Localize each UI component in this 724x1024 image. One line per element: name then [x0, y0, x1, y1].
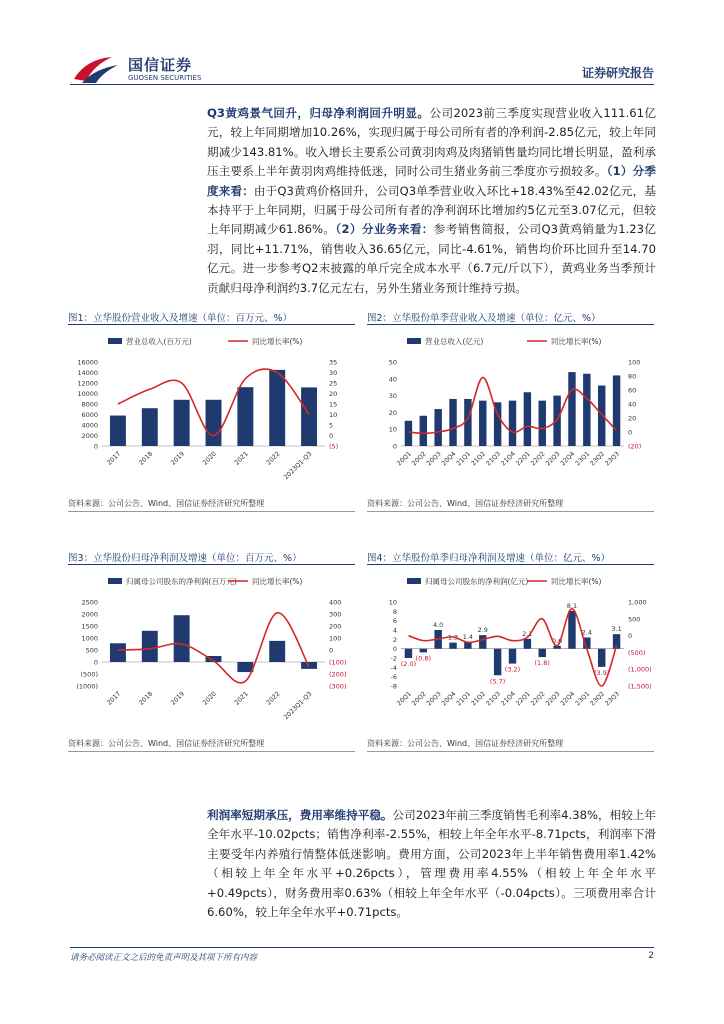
bar-mark [568, 611, 575, 649]
bar-data-label: 2.1 [522, 629, 533, 638]
x-tick-label: 20Q2 [410, 690, 428, 708]
y-right-tick-label: (200) [329, 670, 347, 679]
y-left-tick-label: 6 [392, 617, 397, 626]
x-tick-label: 2023Q1-Q3 [282, 450, 314, 482]
x-tick-label: 23Q2 [589, 450, 607, 468]
y-right-tick-label: 400 [329, 598, 342, 607]
y-left-tick-label: 6000 [81, 411, 98, 419]
figure-source: 资料来源：公司公告、Wind、国信证券经济研究所整理 [367, 739, 564, 748]
x-tick-label: 2020 [201, 690, 218, 707]
y-right-tick-label: 60 [628, 386, 637, 395]
bar-data-label: 2.4 [581, 628, 593, 637]
chart-revenue-quarterly [367, 334, 654, 494]
paragraph-text: 由于Q3黄鸡价格回升，公司Q3单季营业收入环比+18.43%至42.02亿元，基本持平于上年同期，归属于母公司所有者的净利润环比增加约5亿元至3.07亿元，但较上年同期减少61.86%。 [207, 183, 656, 237]
bar-mark [449, 643, 456, 649]
paragraph-lead: 利润率短期承压，费用率维持平稳。 [207, 808, 393, 822]
bar-data-label: (0.8) [415, 654, 432, 663]
x-tick-label: 21Q4 [499, 690, 517, 708]
bar-mark [479, 635, 486, 649]
bar-mark [553, 396, 560, 446]
y-right-tick-label: 100 [628, 358, 641, 367]
y-right-tick-label: 0 [628, 632, 633, 641]
figure-4 [367, 550, 657, 760]
paragraph-margins [207, 806, 656, 922]
bar-mark [494, 649, 501, 676]
x-tick-label: 2019 [169, 450, 187, 467]
bar-mark [405, 421, 412, 446]
x-tick-label: 20Q1 [395, 690, 413, 708]
figure-title-rule [68, 564, 355, 565]
bar-mark [269, 641, 285, 662]
x-tick-label: 21Q2 [470, 450, 488, 468]
y-left-tick-label: 50 [388, 358, 397, 367]
bar-data-label: 2.9 [477, 626, 488, 635]
y-right-tick-label: 0 [628, 428, 633, 437]
legend-bar-swatch [108, 578, 122, 584]
y-left-tick-label: 8 [392, 607, 397, 616]
x-tick-label: 21Q1 [455, 690, 473, 708]
x-tick-label: 23Q1 [574, 450, 592, 468]
y-right-tick-label: (500) [628, 648, 646, 657]
y-left-tick-label: -6 [390, 673, 397, 682]
logo-text-cn: 国信证券 [128, 56, 193, 74]
x-tick-label: 2017 [106, 690, 123, 707]
bar-mark [110, 416, 126, 446]
x-tick-label: 2023Q1-Q3 [282, 690, 314, 722]
bar-data-label: (3.2) [504, 665, 521, 674]
bar-mark [509, 401, 516, 446]
bar-data-label: 1.4 [462, 633, 474, 642]
bar-mark [237, 387, 253, 446]
bar-mark [269, 370, 285, 446]
x-tick-label: 20Q4 [440, 450, 458, 468]
x-tick-label: 22Q4 [559, 690, 577, 708]
paragraph-text: 参考销售简报，公司Q3黄鸡销量为1.23亿羽，同比+11.71%，销售收入36.65亿元，同比-4.61%，销售均价环比回升至14.70亿元。进一步参考Q2末披露的单斤完全成本水平（6.7元/斤以下），黄鸡业务当季预计贡献归母净利润约3.7亿元左右，另外生猪业务预计维持亏损。 [207, 222, 656, 295]
y-right-tick-label: 100 [329, 634, 342, 643]
bar-data-label: (5.7) [489, 677, 506, 686]
y-right-tick-label: 40 [628, 400, 637, 409]
x-tick-label: 23Q1 [574, 690, 592, 708]
bar-mark [509, 649, 516, 664]
legend-label: 同比增长率(%) [551, 577, 602, 586]
figure-title: 图1：立华股份营业收入及增速（单位：百万元、%） [68, 313, 293, 324]
legend-label: 营业总收入(百万元) [126, 337, 192, 346]
bar-data-label: 3.1 [611, 625, 622, 634]
y-left-tick-label: 2000 [81, 432, 98, 440]
y-right-tick-label: 15 [329, 400, 338, 409]
bar-data-label: (3.9) [593, 668, 610, 677]
bar-data-label: 8.1 [566, 601, 578, 610]
y-left-tick-label: -2 [390, 654, 397, 663]
figure-source: 资料来源：公司公告、Wind、国信证券经济研究所整理 [367, 499, 564, 508]
y-right-tick-label: 10 [329, 411, 338, 419]
x-tick-label: 20Q1 [395, 450, 413, 468]
y-right-tick-label: (1,000) [628, 665, 652, 674]
x-tick-label: 22Q3 [544, 690, 562, 708]
figure-3 [68, 550, 358, 760]
y-right-tick-label: 200 [329, 622, 342, 631]
legend-label: 同比增长率(%) [252, 337, 303, 346]
x-tick-label: 20Q2 [410, 450, 428, 468]
bar-mark [110, 643, 126, 662]
y-left-tick-label: 12000 [77, 379, 98, 388]
figure-title-rule [68, 324, 355, 325]
y-left-tick-label: (500) [80, 670, 98, 679]
x-tick-label: 2018 [137, 450, 155, 467]
bar-data-label: (1.8) [534, 659, 550, 668]
paragraph-subhead: （2）分业务来看： [335, 222, 434, 237]
y-left-tick-label: -8 [390, 682, 397, 691]
y-left-tick-label: 2000 [81, 610, 98, 619]
bar-mark [420, 416, 427, 446]
y-left-tick-label: 4 [392, 626, 397, 635]
figure-2 [367, 310, 657, 520]
legend-label: 归属母公司股东的净利润(亿元) [425, 577, 529, 586]
figure-source: 资料来源：公司公告、Wind、国信证券经济研究所整理 [68, 739, 265, 748]
figure-title-rule [367, 564, 654, 565]
y-left-tick-label: 30 [388, 392, 397, 401]
y-right-tick-label: 0 [329, 432, 334, 440]
y-left-tick-label: 0 [93, 442, 98, 451]
y-right-tick-label: 5 [329, 421, 334, 430]
footer-divider [70, 947, 654, 948]
figure-source-rule [367, 511, 654, 512]
bar-mark [206, 400, 222, 446]
legend-label: 同比增长率(%) [252, 577, 303, 586]
y-left-tick-label: 14000 [77, 369, 98, 377]
guosen-logo-icon [72, 55, 120, 85]
y-left-tick-label: 20 [388, 408, 397, 417]
x-tick-label: 20Q4 [440, 690, 458, 708]
y-left-tick-label: 1500 [81, 622, 98, 631]
figure-title: 图3：立华股份归母净利润及增速（单位：百万元、%） [68, 553, 302, 564]
y-right-tick-label: (5) [329, 442, 339, 451]
y-left-tick-label: 10000 [77, 390, 98, 398]
bar-data-label: 0.6 [551, 636, 563, 645]
figure-title-rule [367, 324, 654, 325]
x-tick-label: 2017 [106, 450, 123, 467]
bar-mark [583, 374, 590, 446]
y-right-tick-label: 500 [628, 615, 641, 624]
y-left-tick-label: 1000 [81, 634, 98, 643]
y-right-tick-label: 300 [329, 610, 342, 619]
bar-mark [613, 375, 620, 446]
x-tick-label: 22Q2 [529, 450, 547, 468]
y-right-tick-label: (300) [329, 682, 347, 691]
y-right-tick-label: 20 [329, 390, 338, 398]
bar-mark [449, 399, 456, 446]
y-left-tick-label: 8000 [81, 400, 98, 409]
header-divider [70, 84, 654, 85]
bar-mark [434, 409, 441, 446]
y-left-tick-label: 2 [392, 635, 397, 644]
y-left-tick-label: 2500 [81, 598, 98, 607]
report-type-label: 证券研究报告 [581, 66, 654, 80]
y-right-tick-label: 30 [329, 369, 338, 377]
legend-label: 归属母公司股东的净利润(百万元) [126, 577, 237, 586]
bar-mark [598, 649, 605, 667]
y-right-tick-label: (20) [628, 442, 642, 451]
x-tick-label: 21Q3 [485, 690, 503, 708]
figure-title: 图4：立华股份单季归母净利润及增速（单位：亿元、%） [367, 553, 611, 564]
paragraph-text: 公司2023年前三季度销售毛利率4.38%，相较上年全年水平-10.02pcts；销售净利率-2.55%，相较上年全年水平-8.71pcts，利润率下滑主要受年内养殖行情整体低迷影响。费用方面，公司2023年上半年销售费用率1.42%（相较上年全年水平+0.26pcts），管理费用率4.55%（相较上年全年水平+0.49pcts），财务费用率0.63%（相较上年全年水平（-0.04pcts）。三项费用率合计6.60%，较上年全年水平+0.71pcts。 [207, 808, 656, 920]
x-tick-label: 2022 [265, 690, 282, 707]
legend-bar-swatch [407, 578, 421, 584]
bar-data-label: (2.0) [400, 660, 417, 668]
y-left-tick-label: (1000) [76, 682, 98, 691]
y-right-tick-label: 80 [628, 372, 637, 381]
bar-data-label: 4.0 [432, 621, 444, 629]
bar-mark [142, 408, 158, 446]
x-tick-label: 20Q3 [425, 690, 443, 708]
legend-bar-swatch [108, 338, 122, 344]
x-tick-label: 21Q4 [499, 450, 517, 468]
bar-mark [524, 392, 531, 446]
x-tick-label: 22Q1 [514, 690, 532, 708]
y-left-tick-label: 10 [388, 425, 397, 434]
x-tick-label: 2022 [265, 450, 282, 467]
x-tick-label: 21Q1 [455, 450, 473, 468]
x-tick-label: 23Q3 [604, 690, 621, 708]
y-right-tick-label: 20 [628, 414, 637, 423]
logo-text-en: GUOSEN SECURITIES [128, 74, 202, 82]
bar-mark [301, 387, 317, 446]
figure-source: 资料来源：公司公告、Wind、国信证券经济研究所整理 [68, 499, 265, 508]
legend-label: 营业总收入(亿元) [425, 337, 484, 346]
chart-net-profit-annual [68, 574, 355, 734]
x-tick-label: 2019 [169, 690, 187, 707]
y-right-tick-label: (1,500) [628, 682, 652, 691]
footer-disclaimer: 请务必阅读正文之后的免责声明及其项下所有内容 [70, 953, 258, 963]
bar-mark [598, 386, 605, 446]
y-left-tick-label: 0 [93, 658, 98, 667]
bar-mark [524, 639, 531, 649]
paragraph-lead: Q3黄鸡景气回升，归母净利润回升明显。 [207, 106, 430, 120]
x-tick-label: 23Q2 [589, 690, 607, 708]
figure-title: 图2：立华股份单季营业收入及增速（单位：亿元、%） [367, 313, 601, 324]
x-tick-label: 21Q2 [470, 690, 488, 708]
bar-mark [174, 400, 190, 446]
bar-mark [539, 401, 546, 446]
y-left-tick-label: -4 [390, 663, 397, 672]
bar-mark [479, 401, 486, 446]
x-tick-label: 2021 [233, 450, 250, 467]
legend-bar-swatch [407, 338, 421, 344]
paragraph-text: 公司2023前三季度实现营业收入111.61亿元，较上年同期增加10.26%，实现归属于母公司所有者的净利润-2.85亿元，较上年同期减少143.81%。收入增长主要系公司黄羽肉鸡及肉猪销售量均同比增长明显，盈利承压主要系上半年黄羽肉鸡维持低迷，同时公司生猪业务前三季度亦亏损较多。 [207, 106, 656, 179]
bar-mark [568, 372, 575, 446]
bar-data-label: 1.3 [447, 633, 459, 642]
bar-mark [174, 615, 190, 662]
y-left-tick-label: 16000 [77, 358, 98, 367]
chart-revenue-annual [68, 334, 355, 494]
bar-mark [405, 649, 412, 658]
bar-mark [420, 649, 427, 653]
x-tick-label: 2020 [201, 450, 218, 467]
chart-net-profit-quarterly [367, 574, 654, 734]
x-tick-label: 22Q3 [544, 450, 562, 468]
y-right-tick-label: 1,000 [628, 598, 647, 607]
figure-source-rule [367, 751, 654, 752]
x-tick-label: 22Q4 [559, 450, 577, 468]
y-left-tick-label: 10 [388, 598, 397, 607]
y-left-tick-label: 500 [85, 646, 98, 655]
x-tick-label: 2018 [137, 690, 155, 707]
bar-mark [142, 631, 158, 662]
figure-source-rule [68, 511, 355, 512]
y-right-tick-label: 0 [329, 646, 334, 655]
y-left-tick-label: 0 [392, 442, 397, 451]
y-right-tick-label: 35 [329, 358, 338, 367]
figure-source-rule [68, 751, 355, 752]
x-tick-label: 23Q3 [604, 450, 621, 468]
page-number: 2 [648, 951, 654, 961]
x-tick-label: 22Q2 [529, 690, 547, 708]
x-tick-label: 22Q1 [514, 450, 532, 468]
figure-1 [68, 310, 358, 520]
paragraph-q3-review [207, 104, 656, 298]
bar-mark [539, 649, 546, 657]
x-tick-label: 21Q3 [485, 450, 503, 468]
paragraph-subhead: （1）分季度来看： [207, 164, 656, 198]
y-left-tick-label: 40 [388, 375, 397, 384]
x-tick-label: 2021 [233, 690, 250, 707]
x-tick-label: 20Q3 [425, 450, 443, 468]
legend-label: 同比增长率(%) [551, 337, 602, 346]
y-left-tick-label: 0 [392, 645, 397, 654]
y-left-tick-label: 4000 [81, 421, 98, 430]
y-right-tick-label: 25 [329, 379, 338, 388]
y-right-tick-label: (100) [329, 658, 347, 667]
